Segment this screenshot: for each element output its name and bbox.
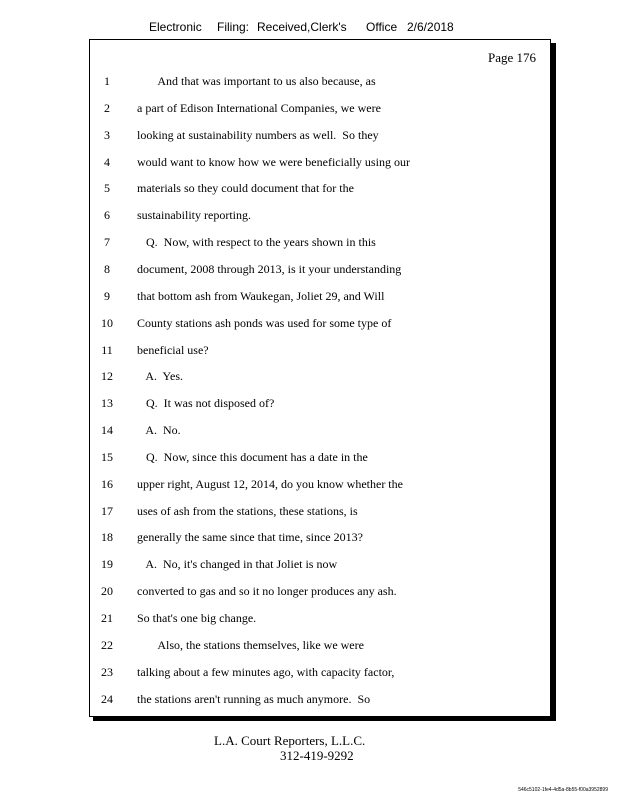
line-number: 7 <box>104 235 110 249</box>
transcript-line: that bottom ash from Waukegan, Joliet 29, and Will <box>137 289 385 303</box>
line-number: 10 <box>101 316 113 330</box>
page-number: Page 176 <box>487 50 536 65</box>
transcript-line: Also, the stations themselves, like we were <box>137 638 364 652</box>
line-number: 14 <box>101 423 113 437</box>
transcript-line: talking about a few minutes ago, with capacity factor, <box>137 665 395 679</box>
footer-phone: 312-419-9292 <box>280 748 354 763</box>
page-frame-shadow-bottom <box>93 717 556 721</box>
line-number: 20 <box>101 584 113 598</box>
transcript-line: Q. It was not disposed of? <box>137 396 275 410</box>
transcript-line: sustainability reporting. <box>137 208 251 222</box>
transcript-line: beneficial use? <box>137 343 209 357</box>
line-number: 2 <box>104 101 110 115</box>
filing-stamp-header <box>0 20 618 36</box>
line-number: 9 <box>104 289 110 303</box>
transcript-line: document, 2008 through 2013, is it your understanding <box>137 262 402 276</box>
transcript-line: A. Yes. <box>137 369 184 383</box>
transcript-line: converted to gas and so it no longer produces any ash. <box>137 584 397 598</box>
line-number: 12 <box>101 369 113 383</box>
transcript-line: would want to know how we were beneficially using our <box>137 155 410 169</box>
line-number: 15 <box>101 450 113 464</box>
line-number: 4 <box>104 155 110 169</box>
line-number: 18 <box>101 530 113 544</box>
transcript-line: So that's one big change. <box>137 611 257 625</box>
transcript-line: the stations aren't running as much anymore. So <box>137 692 371 706</box>
line-number: 13 <box>101 396 113 410</box>
transcript-line: a part of Edison International Companies, we were <box>137 101 381 115</box>
header-word-electronic: Electronic <box>149 20 202 34</box>
line-number: 1 <box>104 74 110 88</box>
line-number: 22 <box>101 638 113 652</box>
transcript-line: generally the same since that time, since 2013? <box>137 530 363 544</box>
line-number: 23 <box>101 665 113 679</box>
footer-company: L.A. Court Reporters, L.L.C. <box>214 733 366 748</box>
transcript-line: materials so they could document that for the <box>137 181 354 195</box>
transcript-line: Q. Now, with respect to the years shown in this <box>137 235 376 249</box>
line-number: 21 <box>101 611 113 625</box>
header-word-date: 2/6/2018 <box>407 20 454 34</box>
header-word-filing: Filing: <box>217 20 250 34</box>
line-number: 8 <box>104 262 110 276</box>
page-frame-shadow-right <box>551 43 556 721</box>
transcript-line: County stations ash ponds was used for some type of <box>137 316 392 330</box>
transcript-line: Q. Now, since this document has a date in the <box>137 450 368 464</box>
line-number: 16 <box>101 477 113 491</box>
transcript-line: upper right, August 12, 2014, do you know whether the <box>137 477 403 491</box>
header-word-received: Received,Clerk's <box>257 20 347 34</box>
document-id: 546c5102-1fe4-4d5a-8b55-f00a3952899 <box>518 787 608 793</box>
line-number: 17 <box>101 504 113 518</box>
transcript-line: A. No. <box>137 423 181 437</box>
header-word-office: Office <box>366 20 398 34</box>
line-number: 11 <box>101 343 113 357</box>
line-number: 3 <box>104 128 110 142</box>
transcript-line: And that was important to us also because, as <box>137 74 376 88</box>
line-number: 19 <box>101 557 113 571</box>
line-number: 24 <box>101 692 113 706</box>
transcript-line: looking at sustainability numbers as well. So they <box>137 128 379 142</box>
line-number: 6 <box>104 208 110 222</box>
transcript-line: A. No, it's changed in that Joliet is now <box>137 557 338 571</box>
transcript-line: uses of ash from the stations, these stations, is <box>137 504 358 518</box>
line-number: 5 <box>104 181 110 195</box>
